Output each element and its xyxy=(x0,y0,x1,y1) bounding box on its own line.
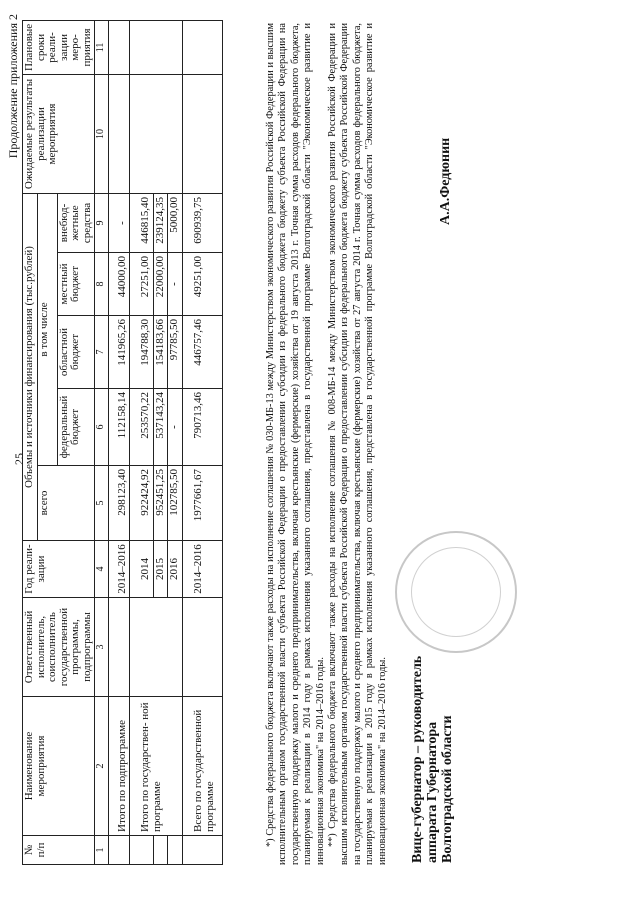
row-name: Итого по государствен- ной программе xyxy=(130,697,183,836)
row-total: 1977661,67 xyxy=(182,466,222,541)
row-offbudget: 690939,75 xyxy=(182,194,222,253)
row-local: 27251,00 xyxy=(130,253,154,316)
row-local: 44000,00 xyxy=(108,253,130,316)
col-number: 10 xyxy=(95,75,109,194)
row-regional: 154183,66 xyxy=(153,316,168,389)
row-name: Итого по подпрограмме xyxy=(108,697,130,836)
header-regional: областной бюджет xyxy=(57,316,95,389)
col-number: 11 xyxy=(95,20,109,74)
header-executor: Ответственный исполнитель, соисполнитель государственной программы, подпрограммы xyxy=(23,598,95,697)
signatory-title-line3: Волгоградской области xyxy=(440,715,455,863)
header-activity: Наименование мероприятия xyxy=(23,697,95,836)
header-funding: Объемы и источники финансирования (тыс.рублей) xyxy=(23,194,38,541)
row-federal: 253570,22 xyxy=(130,389,154,466)
row-local: 49251,00 xyxy=(182,253,222,316)
row-year: 2016 xyxy=(168,541,183,598)
funding-table xyxy=(22,20,223,865)
header-federal: федеральный бюджет xyxy=(57,389,95,466)
row-regional: 141965,26 xyxy=(108,316,130,389)
row-offbudget: 239124,35 xyxy=(153,194,168,253)
row-federal: 790713,46 xyxy=(182,389,222,466)
footnotes xyxy=(265,23,389,865)
col-number: 2 xyxy=(95,697,109,836)
row-year: 2014–2016 xyxy=(182,541,222,598)
col-number: 3 xyxy=(95,598,109,697)
column-number-row xyxy=(95,20,109,864)
row-total: 952451,25 xyxy=(153,466,168,541)
table-row xyxy=(108,20,130,864)
row-offbudget: 5000,00 xyxy=(168,194,183,253)
header-number: № п/п xyxy=(23,836,95,865)
signature-block xyxy=(410,656,455,863)
footnote-1: *) Средства федерального бюджета включают также расходы на исполнение соглашения № 030-МБ-13 между Министерством экономического развития Российской Федерации и высшим исполнительным органом государственной власти субъекта Российской Федерации о предоставлении субсидии из федерального бюджета бюджету субъекта Российской Федерации на государственную поддержку малого и среднего предпринимательства, включая крестьянские (фермерские) хозяйства от 19 августа 2013 г. Точная сумма расходов федерального бюджета, планируемая к реализации в 2014 году в рамках исполнения указанного соглашения, представлена в государственной программе Волгоградской области "Экономическое развитие и инновационная экономика" на 2014–2016 годы. xyxy=(265,23,326,865)
row-local: - xyxy=(168,253,183,316)
header-local: местный бюджет xyxy=(57,253,95,316)
col-number: 6 xyxy=(95,389,109,466)
row-federal: - xyxy=(168,389,183,466)
row-regional: 194788,30 xyxy=(130,316,154,389)
row-offbudget: 446815,40 xyxy=(130,194,154,253)
table-row xyxy=(130,20,154,864)
col-number: 8 xyxy=(95,253,109,316)
row-federal: 112158,14 xyxy=(108,389,130,466)
row-year: 2014 xyxy=(130,541,154,598)
continuation-label: Продолжение приложения 2 xyxy=(6,14,20,159)
seal-stamp xyxy=(395,531,517,653)
col-number: 7 xyxy=(95,316,109,389)
row-year: 2015 xyxy=(153,541,168,598)
row-year: 2014–2016 xyxy=(108,541,130,598)
footnote-2: **) Средства федерального бюджета включают также расходы на исполнение соглашения № 008-МБ-14 между Министерством экономического развития Российской Федерации и высшим исполнительным органом государственной власти субъекта Российской Федерации о предоставлении субсидии из федерального бюджета бюджету субъекта Российской Федерации на государственную поддержку малого и среднего предпринимательства, включая крестьянские (фермерские) хозяйства от 27 августа 2014 г. Точная сумма расходов федерального бюджета, планируемая к реализации в 2015 году в рамках исполнения указанного соглашения, представлена в государственной программе Волгоградской области "Экономическое развитие и инновационная экономика" на 2014–2016 годы. xyxy=(327,23,388,865)
header-total: всего xyxy=(37,466,95,541)
row-local: 22000,00 xyxy=(153,253,168,316)
signatory-name: А.А.Федюнин xyxy=(438,137,453,225)
col-number: 9 xyxy=(95,194,109,253)
row-regional: 446757,46 xyxy=(182,316,222,389)
header-including: в том числе xyxy=(37,194,57,466)
header-offbudget: внебюд- жетные средства xyxy=(57,194,95,253)
row-name: Всего по государственной программе xyxy=(182,697,222,836)
row-offbudget: - xyxy=(108,194,130,253)
row-regional: 97785,50 xyxy=(168,316,183,389)
col-number: 1 xyxy=(95,836,109,865)
header-year: Год реали- зации xyxy=(23,541,95,598)
row-federal: 537143,24 xyxy=(153,389,168,466)
header-terms: Плановые сроки реали- зации меро- приятия xyxy=(23,20,95,74)
table-row xyxy=(182,20,222,864)
col-number: 5 xyxy=(95,466,109,541)
signatory-title-line2: аппарата Губернатора xyxy=(425,721,440,863)
row-total: 102785,50 xyxy=(168,466,183,541)
row-total: 298123,40 xyxy=(108,466,130,541)
signatory-title-line1: Вице-губернатор – руководитель xyxy=(410,655,425,863)
header-results: Ожидаемые результаты реализации мероприятия xyxy=(23,75,95,194)
row-total: 922424,92 xyxy=(130,466,154,541)
page-number: 25 xyxy=(12,453,26,465)
col-number: 4 xyxy=(95,541,109,598)
